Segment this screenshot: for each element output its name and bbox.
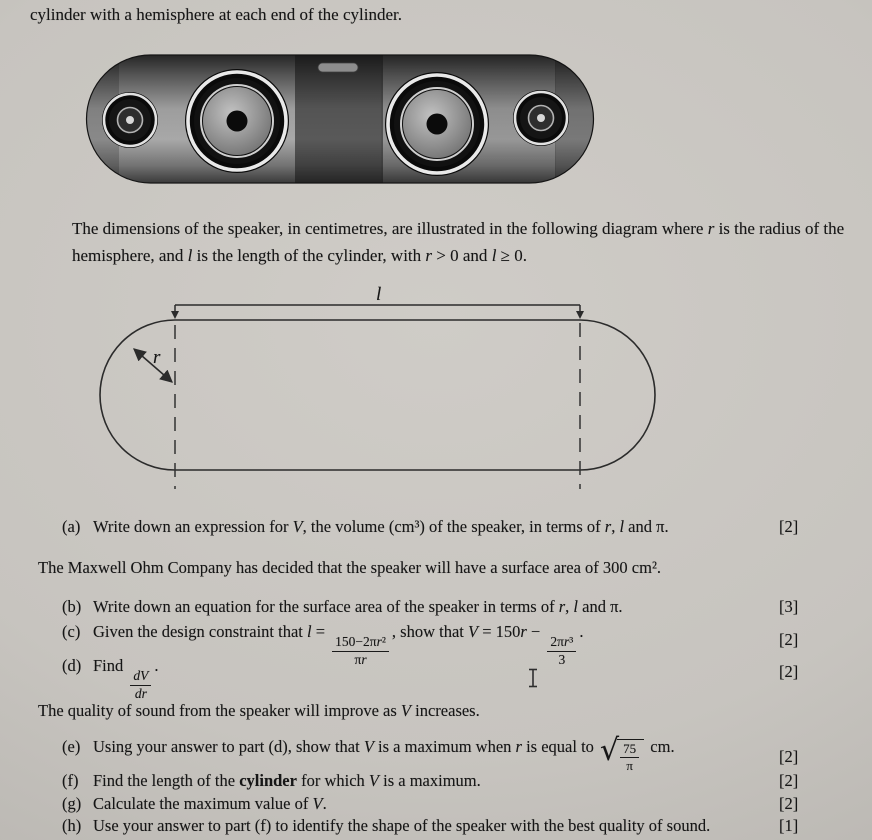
question-h-label: (h) xyxy=(62,816,82,835)
capsule-diagram xyxy=(95,283,675,498)
question-e xyxy=(62,733,675,774)
fraction: $\frac{75}{\pi}$ xyxy=(620,742,639,774)
speaker-driver-large-right xyxy=(385,72,489,176)
question-d xyxy=(62,656,159,702)
surface-area-statement: The Maxwell Ohm Company has decided that the speaker will have a surface area of 300 cm². xyxy=(38,558,662,577)
question-f-text: Find the length of the cylinder for which V is a maximum. xyxy=(93,771,481,790)
top-text-line: cylinder with a hemisphere at each end of the cylinder. xyxy=(30,5,402,24)
square-root: √ $\frac{75}{\pi}$ xyxy=(600,739,644,774)
question-f-marks: [2] xyxy=(779,771,799,790)
question-h-text: Use your answer to part (f) to identify the shape of the speaker with the best quality of sound. xyxy=(93,816,711,835)
sound-quality-statement: The quality of sound from the speaker will improve as V increases. xyxy=(38,701,480,720)
text-cursor-icon xyxy=(526,667,540,689)
length-dimension xyxy=(171,305,584,319)
speaker-driver-small-right xyxy=(513,90,569,146)
question-h-marks: [1] xyxy=(779,816,799,835)
radius-label: r xyxy=(153,347,161,368)
question-f xyxy=(62,771,481,791)
fraction: $\frac{\text{2πr³}}{3}$ xyxy=(547,635,576,668)
question-d-label: (d) xyxy=(62,656,82,675)
fraction: $\frac{dV}{dr}$ xyxy=(130,669,151,702)
fraction: $\frac{\text{150−2πr²}}{\pi r}$ xyxy=(332,635,389,668)
question-a-marks: [2] xyxy=(779,517,799,536)
question-c-marks: [2] xyxy=(779,630,799,649)
question-b-marks: [3] xyxy=(779,597,799,616)
question-d-marks: [2] xyxy=(779,662,799,681)
question-f-label: (f) xyxy=(62,771,79,790)
question-h xyxy=(62,816,710,836)
question-b-text: Write down an equation for the surface area of the speaker in terms of r, l and π. xyxy=(93,597,623,616)
dimensions-paragraph: The dimensions of the speaker, in centimetres, are illustrated in the following diagram where r is the radius of the hemisphere, and l is the length of the cylinder, with r > 0 and l ≥ 0. xyxy=(72,219,845,265)
question-a xyxy=(62,517,669,537)
speaker-photo xyxy=(85,52,595,186)
question-e-marks: [2] xyxy=(779,747,799,766)
question-c-text: Given the design constraint that l = $\frac{\text{150−2πr²}}{\pi r}$ , show that V = 150r − $\frac{\text{2πr³}}{3}$ . xyxy=(93,622,584,667)
question-g xyxy=(62,794,327,814)
speaker-driver-large-left xyxy=(185,69,289,173)
question-g-marks: [2] xyxy=(779,794,799,813)
capsule-outline xyxy=(100,320,655,470)
question-c-label: (c) xyxy=(62,622,81,641)
length-label: l xyxy=(376,284,382,305)
speaker-port-button xyxy=(318,63,358,72)
speaker-driver-small-left xyxy=(102,92,158,148)
question-a-text: Write down an expression for V, the volume (cm³) of the speaker, in terms of r, l and π. xyxy=(93,517,669,536)
question-b xyxy=(62,597,623,617)
question-e-text: Using your answer to part (d), show that V is a maximum when r is equal to √ $\frac{75}{\pi}$ cm. xyxy=(93,733,675,774)
question-d-text: Find $\frac{dV}{dr}$ . xyxy=(93,656,159,701)
question-a-label: (a) xyxy=(62,517,81,536)
question-g-label: (g) xyxy=(62,794,82,813)
question-e-label: (e) xyxy=(62,737,81,756)
question-g-text: Calculate the maximum value of V. xyxy=(93,794,327,813)
question-b-label: (b) xyxy=(62,597,82,616)
